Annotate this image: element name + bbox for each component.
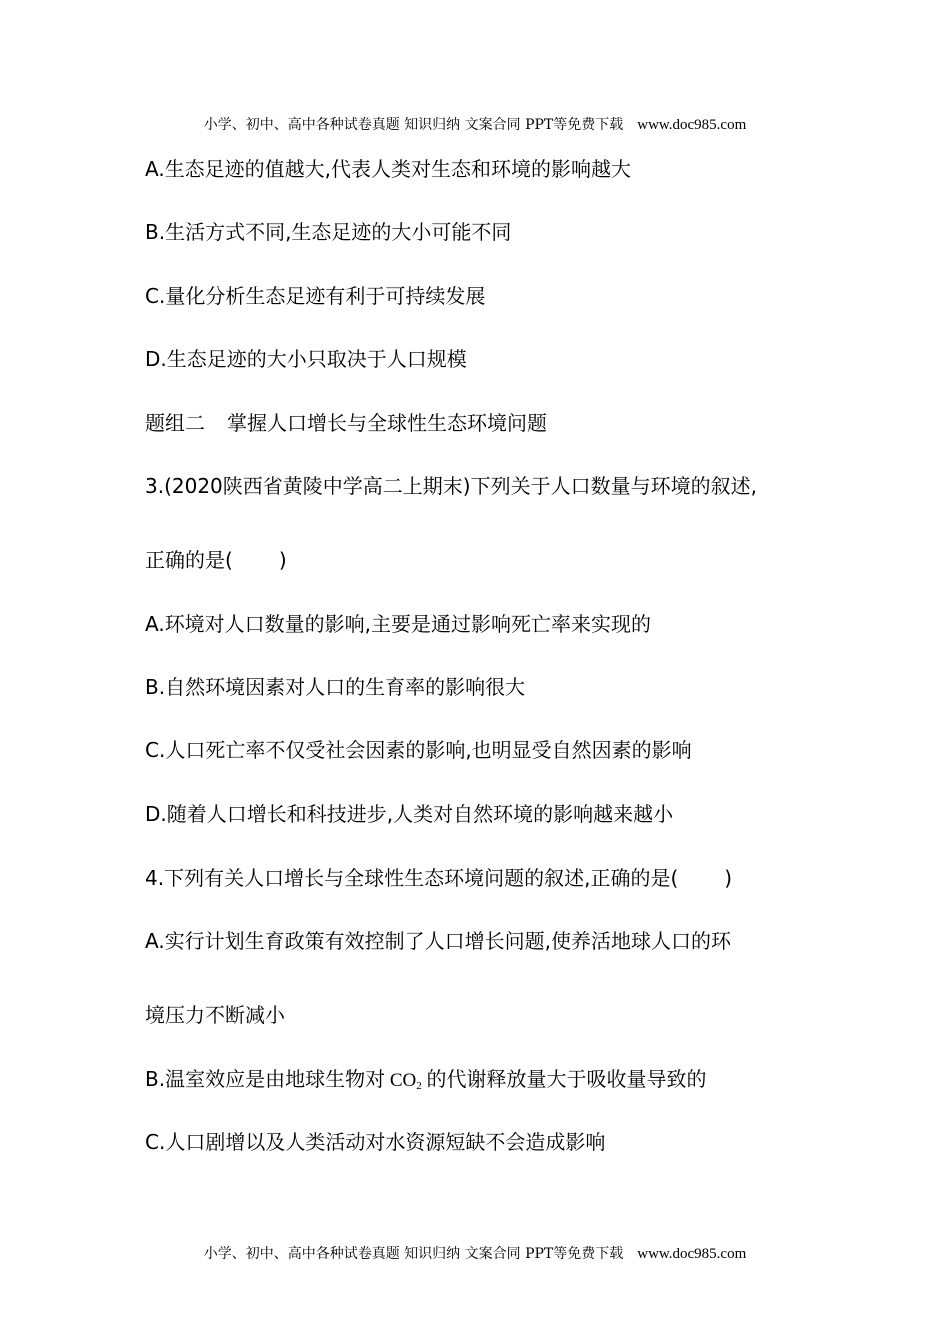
q3-option-d: D.随着人口增长和科技进步,人类对自然环境的影响越来越小: [145, 802, 674, 826]
q2-option-d: D.生态足迹的大小只取决于人口规模: [145, 347, 467, 371]
footer-banner: [0, 1243, 950, 1263]
group-heading: [145, 409, 547, 437]
group-heading-label: 题组二: [145, 411, 205, 435]
header-banner-text: 小学、初中、高中各种试卷真题 知识归纳 文案合同 PPT等免费下载: [203, 117, 624, 133]
group-heading-title: 掌握人口增长与全球性生态环境问题: [227, 411, 547, 435]
q4-stem-prefix: 4.下列有关人口增长与全球性生态环境问题的叙述,正确的是(: [145, 866, 679, 890]
q4-option-a-line1: A.实行计划生育政策有效控制了人口增长问题,使养活地球人口的环: [145, 929, 732, 953]
co2-formula: [385, 1070, 426, 1091]
q3-stem-line2: [145, 546, 287, 574]
footer-banner-text: 小学、初中、高中各种试卷真题 知识归纳 文案合同 PPT等免费下载: [203, 1246, 624, 1262]
co2-subscript: 2: [416, 1080, 422, 1092]
q3-stem-line1: 3.(2020陕西省黄陵中学高二上期末)下列关于人口数量与环境的叙述,: [145, 474, 757, 498]
q4-option-c: C.人口剧增以及人类活动对水资源短缺不会造成影响: [145, 1130, 606, 1154]
q3-option-a: A.环境对人口数量的影响,主要是通过影响死亡率来实现的: [145, 612, 652, 636]
q2-option-a: A.生态足迹的值越大,代表人类对生态和环境的影响越大: [145, 157, 632, 181]
q2-option-c: C.量化分析生态足迹有利于可持续发展: [145, 284, 486, 308]
q4-option-b: [145, 1065, 706, 1100]
q3-stem-prefix: 正确的是(: [145, 548, 233, 572]
q4-stem-suffix: ): [724, 866, 733, 890]
header-banner: [0, 114, 950, 134]
q3-option-c: C.人口死亡率不仅受社会因素的影响,也明显受自然因素的影响: [145, 738, 692, 762]
q4-option-b-prefix: B.温室效应是由地球生物对: [145, 1067, 386, 1091]
header-banner-url[interactable]: www.doc985.com: [637, 117, 747, 133]
q4-stem: [145, 864, 732, 892]
footer-banner-url[interactable]: www.doc985.com: [637, 1246, 747, 1262]
co2-main: CO: [389, 1070, 417, 1091]
q4-option-b-suffix: 的代谢释放量大于吸收量导致的: [426, 1067, 707, 1091]
q3-option-b: B.自然环境因素对人口的生育率的影响很大: [145, 675, 526, 699]
q3-stem-suffix: ): [278, 548, 287, 572]
q2-option-b: B.生活方式不同,生态足迹的大小可能不同: [145, 220, 512, 244]
q4-option-a-line2: 境压力不断减小: [145, 1003, 285, 1027]
